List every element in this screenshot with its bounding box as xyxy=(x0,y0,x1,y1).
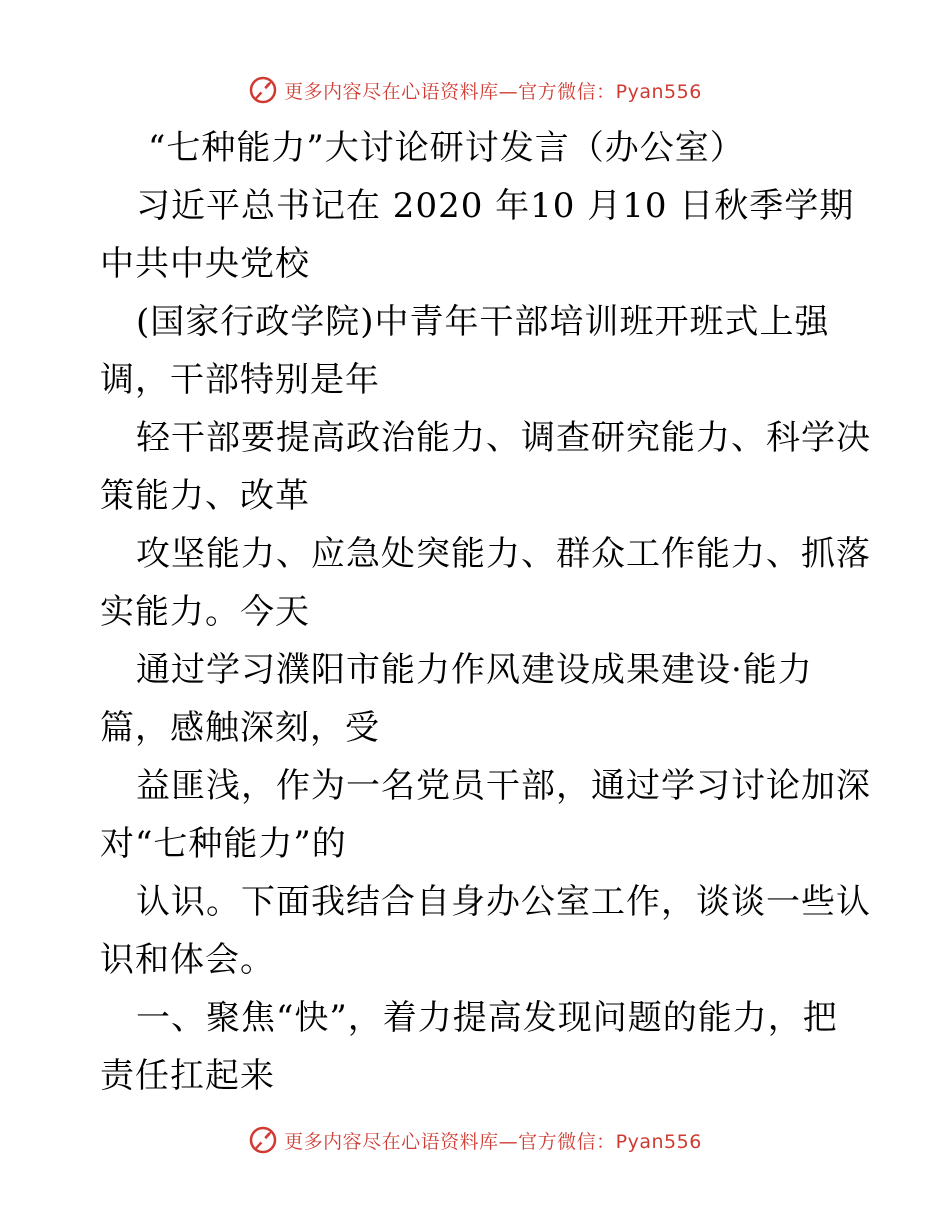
paragraph-line: 认识。下面我结合自身办公室工作，谈谈一些认 xyxy=(136,882,871,922)
paragraph-line: 篇，感触深刻，受 xyxy=(100,708,380,748)
paragraph-line: 通过学习濮阳市能力作风建设成果建设·能力 xyxy=(136,650,813,690)
footer-banner xyxy=(0,1120,950,1160)
section-heading: 责任扛起来 xyxy=(100,1056,275,1096)
paragraph-line: 轻干部要提高政治能力、调查研究能力、科学决 xyxy=(136,418,871,458)
document-title: “七种能力”大讨论研讨发言（办公室） xyxy=(148,128,745,168)
banner-separator: — xyxy=(498,80,519,103)
paragraph-line: 攻坚能力、应急处突能力、群众工作能力、抓落 xyxy=(136,534,871,574)
paragraph-line: (国家行政学院)中青年干部培训班开班式上强 xyxy=(136,302,830,342)
paragraph-line: 习近平总书记在 2020 年10 月10 日秋季学期 xyxy=(136,186,855,226)
paragraph-line: 对“七种能力”的 xyxy=(100,824,347,864)
paragraph-line: 策能力、改革 xyxy=(100,476,310,516)
banner-title: 更多内容尽在心语资料库 xyxy=(284,1130,499,1153)
paragraph-line: 益匪浅，作为一名党员干部，通过学习讨论加深 xyxy=(136,766,871,806)
banner-title: 更多内容尽在心语资料库 xyxy=(284,80,499,103)
banner-text xyxy=(284,1127,702,1154)
banner-wechat: 官方微信：Pyan556 xyxy=(518,1130,702,1153)
paragraph-line: 识和体会。 xyxy=(100,940,275,980)
section-heading: 一、聚焦“快”，着力提高发现问题的能力，把 xyxy=(136,998,838,1038)
header-banner xyxy=(0,70,950,110)
quill-logo-icon xyxy=(248,75,278,105)
quill-logo-icon xyxy=(248,1125,278,1155)
banner-text xyxy=(284,77,702,104)
banner-wechat: 官方微信：Pyan556 xyxy=(518,80,702,103)
paragraph-line: 中共中央党校 xyxy=(100,244,310,284)
paragraph-line: 调，干部特别是年 xyxy=(100,360,380,400)
banner-separator: — xyxy=(498,1130,519,1153)
paragraph-line: 实能力。今天 xyxy=(100,592,310,632)
